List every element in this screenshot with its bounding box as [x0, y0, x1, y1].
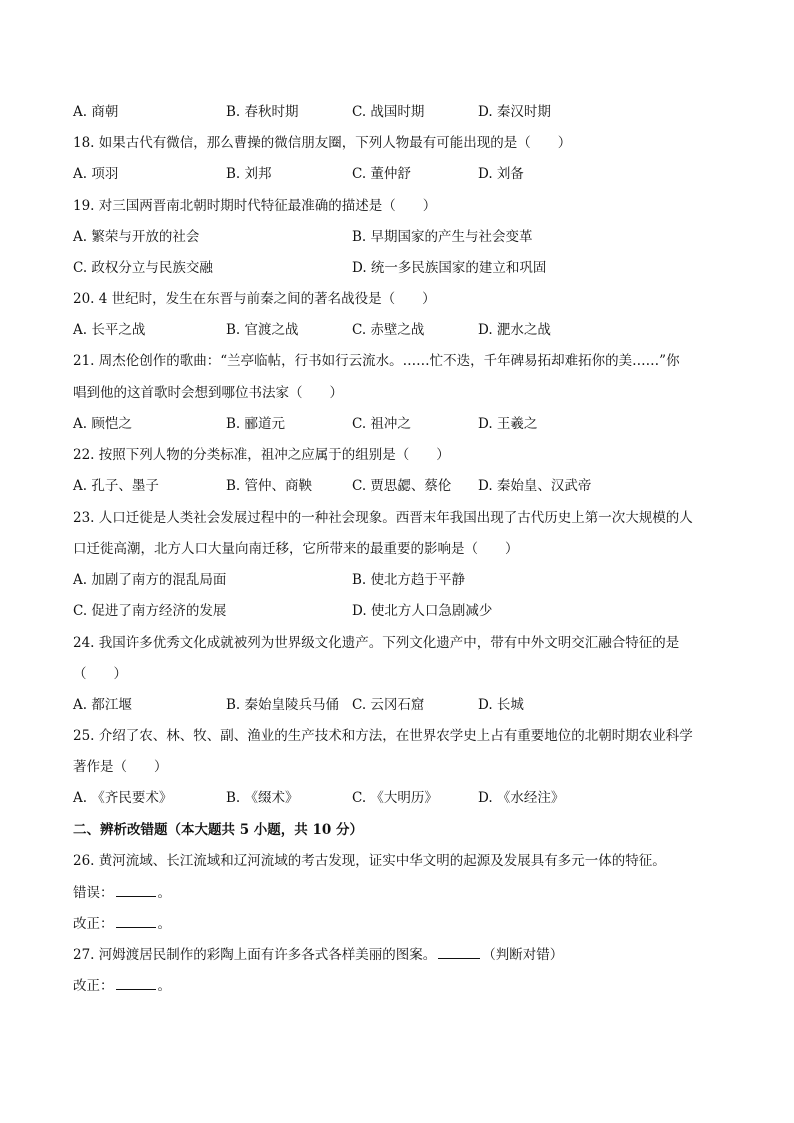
- q27-stem: 27. 河姆渡居民制作的彩陶上面有许多各式各样美丽的图案。: [73, 947, 437, 963]
- q27-fix-blank[interactable]: [116, 977, 156, 990]
- q27-fix-end: 。: [157, 978, 171, 994]
- q23-option-b: B. 使北方趋于平静: [352, 572, 466, 588]
- q17-option-a: A. 商朝: [73, 104, 119, 120]
- q24-option-a: A. 都江堰: [73, 697, 132, 713]
- q23-stem-line2: 口迁徙高潮，北方人口大量向南迁移，它所带来的最重要的影响是（ ）: [73, 541, 519, 557]
- q19-option-a: A. 繁荣与开放的社会: [73, 229, 200, 245]
- q18-option-d: D. 刘备: [478, 166, 524, 182]
- q22-stem: 22. 按照下列人物的分类标准，祖冲之应属于的组别是（ ）: [73, 447, 450, 463]
- q27-stem-line: [73, 946, 563, 964]
- q23-option-a: A. 加剧了南方的混乱局面: [73, 572, 227, 588]
- q21-option-a: A. 顾恺之: [73, 416, 132, 432]
- q22-option-b: B. 管仲、商鞅: [226, 478, 313, 494]
- q22-option-d: D. 秦始皇、汉武帝: [478, 478, 592, 494]
- q19-stem: 19. 对三国两晋南北朝时期时代特征最准确的描述是（ ）: [73, 198, 437, 214]
- q19-option-b: B. 早期国家的产生与社会变革: [352, 229, 533, 245]
- q27-judge-blank[interactable]: [438, 946, 480, 959]
- q18-option-b: B. 刘邦: [226, 166, 272, 182]
- q19-option-c: C. 政权分立与民族交融: [73, 260, 213, 276]
- q26-fix-blank[interactable]: [116, 915, 156, 928]
- q24-option-d: D. 长城: [478, 697, 524, 713]
- q17-option-c: C. 战国时期: [352, 104, 425, 120]
- q23-stem-line1: 23. 人口迁徙是人类社会发展过程中的一种社会现象。西晋末年我国出现了古代历史上第一次大规模的人: [73, 510, 693, 526]
- q23-option-c: C. 促进了南方经济的发展: [73, 603, 227, 619]
- q21-option-b: B. 郦道元: [226, 416, 286, 432]
- q23-option-d: D. 使北方人口急剧减少: [352, 603, 493, 619]
- q25-option-d: D. 《水经注》: [478, 790, 565, 806]
- q18-option-c: C. 董仲舒: [352, 166, 411, 182]
- q25-option-b: B. 《缀术》: [226, 790, 299, 806]
- q25-option-c: C. 《大明历》: [352, 790, 438, 806]
- q18-stem: 18. 如果古代有微信，那么曹操的微信朋友圈，下列人物最有可能出现的是（ ）: [73, 135, 572, 151]
- q19-option-d: D. 统一多民族国家的建立和巩固: [352, 260, 547, 276]
- q21-option-d: D. 王羲之: [478, 416, 538, 432]
- section-2-heading: 二、辨析改错题（本大题共 5 小题，共 10 分）: [73, 822, 363, 838]
- q20-stem: 20. 4 世纪时，发生在东晋与前秦之间的著名战役是（ ）: [73, 291, 436, 307]
- q25-stem-line1: 25. 介绍了农、林、牧、副、渔业的生产技术和方法，在世界农学史上占有重要地位的北朝时期农业科学: [73, 728, 693, 744]
- q21-option-c: C. 祖冲之: [352, 416, 411, 432]
- q21-stem-line1: 21. 周杰伦创作的歌曲：“兰亭临帖，行书如行云流水。……忙不迭，千年碑易拓却难拓你的美……”你: [73, 353, 680, 369]
- q22-option-c: C. 贾思勰、蔡伦: [352, 478, 452, 494]
- q20-option-b: B. 官渡之战: [226, 322, 299, 338]
- q22-option-a: A. 孔子、墨子: [73, 478, 159, 494]
- q20-option-c: C. 赤壁之战: [352, 322, 425, 338]
- q20-option-d: D. 淝水之战: [478, 322, 551, 338]
- q26-fix-label: 改正：: [73, 916, 114, 932]
- q24-option-c: C. 云冈石窟: [352, 697, 425, 713]
- q24-stem-line2: （ ）: [73, 666, 127, 682]
- q21-stem-line2: 唱到他的这首歌时会想到哪位书法家（ ）: [73, 385, 343, 401]
- q26-error-end: 。: [157, 885, 171, 901]
- q26-error-blank[interactable]: [116, 884, 156, 897]
- q27-judge-label: （判断对错）: [482, 947, 564, 963]
- q26-error-label: 错误：: [73, 885, 114, 901]
- q26-stem: 26. 黄河流域、长江流域和辽河流域的考古发现，证实中华文明的起源及发展具有多元一体的特征。: [73, 853, 666, 869]
- q26-error-line: [73, 884, 171, 902]
- q17-option-d: D. 秦汉时期: [478, 104, 551, 120]
- q26-fix-line: [73, 915, 171, 933]
- q18-option-a: A. 项羽: [73, 166, 119, 182]
- q25-stem-line2: 著作是（ ）: [73, 759, 168, 775]
- q26-fix-end: 。: [157, 916, 171, 932]
- q25-option-a: A. 《齐民要术》: [73, 790, 173, 806]
- q27-fix-label: 改正：: [73, 978, 114, 994]
- q17-option-b: B. 春秋时期: [226, 104, 299, 120]
- q24-option-b: B. 秦始皇陵兵马俑: [226, 697, 340, 713]
- q24-stem-line1: 24. 我国许多优秀文化成就被列为世界级文化遗产。下列文化遗产中，带有中外文明交汇融合特征的是: [73, 635, 680, 651]
- q20-option-a: A. 长平之战: [73, 322, 146, 338]
- q27-fix-line: [73, 977, 171, 995]
